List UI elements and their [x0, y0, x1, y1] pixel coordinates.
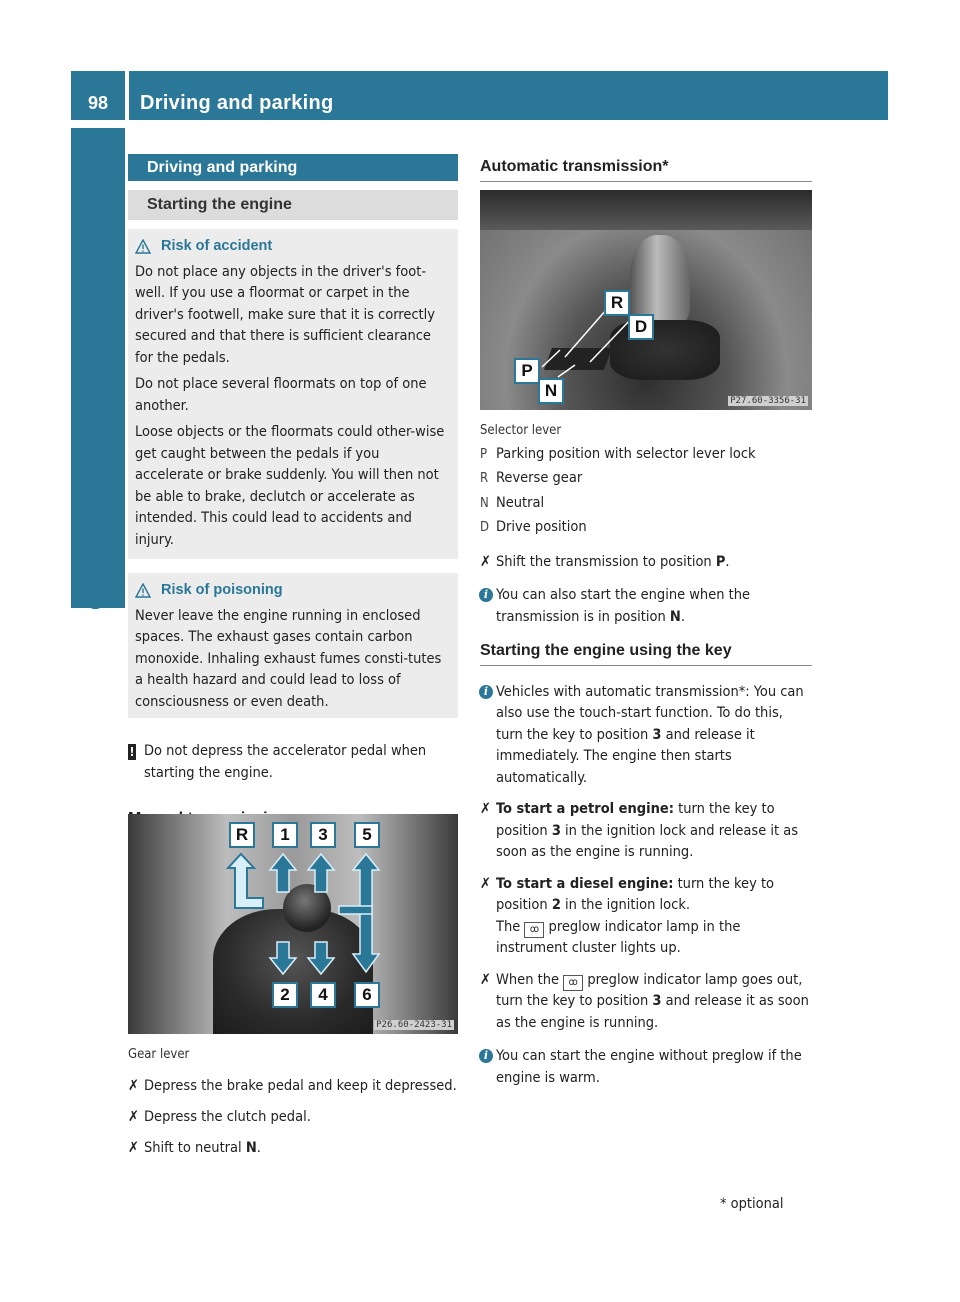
- chapter-tab-label: Controls: [83, 519, 108, 610]
- optional-footnote: * optional: [720, 1196, 784, 1212]
- step: ✗ Shift to neutral N.: [128, 1138, 458, 1160]
- step-marker-icon: ✗: [128, 1109, 139, 1125]
- step: ✗ To start a diesel engine: turn the key to position 2 in the ignition lock. The ꝏ preglow indicator lamp in the instrument cluster lights up.: [480, 875, 775, 956]
- warning-text: Do not place any objects in the driver's foot-well. If you use a floormat or carpet in the driver's footwell, make sure that it is correctly secured and that there is sufficient clearance for the pedals.: [135, 263, 435, 366]
- gear-label: 2: [272, 982, 298, 1008]
- selector-label: R: [604, 290, 630, 316]
- legend-item: D Drive position: [480, 519, 587, 535]
- exclamation-icon: !: [129, 745, 135, 759]
- warning-title: Risk of poisoning: [135, 580, 451, 602]
- step: ✗ Depress the brake pedal and keep it depressed.: [128, 1076, 458, 1098]
- legend-item: P Parking position with selector lever lock: [480, 445, 756, 462]
- subsection-title: Starting the engine: [128, 190, 458, 220]
- gear-label: 1: [272, 822, 298, 848]
- key-heading: Starting the engine using the key: [480, 640, 812, 666]
- gear-lever-image: [128, 814, 458, 1034]
- step: ✗ To start a petrol engine: turn the key to position 3 in the ignition lock and release it as soon as the engine is running.: [480, 801, 799, 860]
- selector-label: N: [538, 378, 564, 404]
- info-icon: i: [479, 588, 493, 602]
- selector-label: P: [514, 358, 540, 384]
- step-marker-icon: ✗: [480, 801, 491, 817]
- page-header-title: Driving and parking: [129, 71, 888, 120]
- warning-text: Do not place several floormats on top of one another.: [135, 376, 427, 414]
- info-icon: i: [479, 685, 493, 699]
- gear-label: 5: [354, 822, 380, 848]
- warning-text: Loose objects or the floormats could other-wise get caught between the pedals if you accelerate or brake suddenly. You will then not be able to brake, declutch or accelerate as intended. This could lead to accidents and injury.: [135, 424, 445, 548]
- gear-label: 4: [310, 982, 336, 1008]
- warning-triangle-icon: [135, 239, 151, 254]
- step: ✗ Depress the clutch pedal.: [128, 1107, 458, 1129]
- info-note: i You can also start the engine when the transmission is in position N.: [480, 585, 812, 628]
- auto-heading: Automatic transmission*: [480, 156, 812, 182]
- gear-label: 6: [354, 982, 380, 1008]
- gear-label: R: [229, 822, 255, 848]
- image-code: P27.60-3356-31: [730, 396, 806, 406]
- warning-triangle-icon: [135, 583, 151, 598]
- warning-poisoning: [128, 573, 458, 718]
- left-column: [128, 154, 458, 834]
- notice: ! Do not depress the accelerator pedal when starting the engine.: [129, 743, 427, 781]
- image-caption: Selector lever: [480, 423, 562, 438]
- gear-label: 3: [310, 822, 336, 848]
- step-marker-icon: ✗: [480, 971, 491, 988]
- selector-label: D: [628, 314, 654, 340]
- right-column-lower: [480, 420, 812, 1089]
- preglow-icon: ꝏ: [524, 922, 544, 938]
- step-marker-icon: ✗: [128, 1077, 139, 1094]
- step-marker-icon: ✗: [128, 1139, 139, 1156]
- step-marker-icon: ✗: [480, 553, 491, 570]
- step: ✗ When the ꝏ preglow indicator lamp goes out, turn the key to position 3 and release it as soon as the engine is running.: [480, 971, 809, 1031]
- step: ✗ Shift the transmission to position P.: [480, 552, 812, 574]
- warning-title: Risk of accident: [135, 236, 451, 258]
- info-note: i Vehicles with automatic transmission*: You can also use the touch-start function. To do this, turn the key to position 3 and release it immediately. The engine then starts automatically.: [480, 682, 812, 790]
- chapter-tab: [77, 370, 117, 610]
- warning-text: Never leave the engine running in enclosed spaces. The exhaust gases contain carbon monoxide. Inhaling exhaust fumes consti-tutes a health hazard and could lead to loss of consciousness or even death.: [135, 607, 442, 710]
- section-title: Driving and parking: [128, 154, 458, 181]
- page-number: 98: [71, 71, 125, 120]
- image-code: P26.60-2423-31: [376, 1020, 452, 1030]
- selector-lever-image: [480, 190, 812, 410]
- image-caption: Gear lever: [128, 1047, 190, 1062]
- right-column: [480, 156, 812, 182]
- warning-accident: [128, 229, 458, 559]
- info-icon: i: [479, 1049, 493, 1063]
- legend-item: N Neutral: [480, 494, 545, 511]
- step-marker-icon: ✗: [480, 875, 491, 892]
- left-column-lower: [128, 1044, 458, 1159]
- info-note: i You can start the engine without preglow if the engine is warm.: [480, 1046, 812, 1089]
- preglow-icon: ꝏ: [563, 975, 583, 991]
- legend-item: R Reverse gear: [480, 470, 583, 486]
